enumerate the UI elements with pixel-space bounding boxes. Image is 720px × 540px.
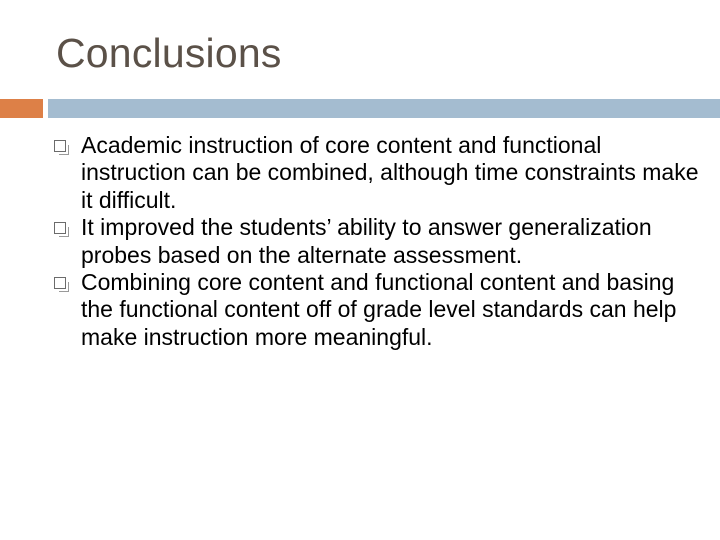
bullet-item <box>50 214 700 269</box>
accent-bar-blue <box>48 99 720 118</box>
bullet-text: Combining core content and functional content and basing the functional content off of grade level standards can help make instruction more meaningful. <box>81 269 677 350</box>
bullet-list <box>50 132 700 351</box>
square-bullet-icon <box>54 277 66 289</box>
square-bullet-icon <box>54 222 66 234</box>
bullet-item <box>50 132 700 214</box>
bullet-text: Academic instruction of core content and functional instruction can be combined, although time constraints make it difficult. <box>81 132 699 213</box>
accent-bar-orange <box>0 99 43 118</box>
square-bullet-icon <box>54 140 66 152</box>
slide-title: Conclusions <box>56 30 282 76</box>
bullet-item <box>50 269 700 351</box>
bullet-text: It improved the students’ ability to answer generalization probes based on the alternate assessment. <box>81 214 652 268</box>
